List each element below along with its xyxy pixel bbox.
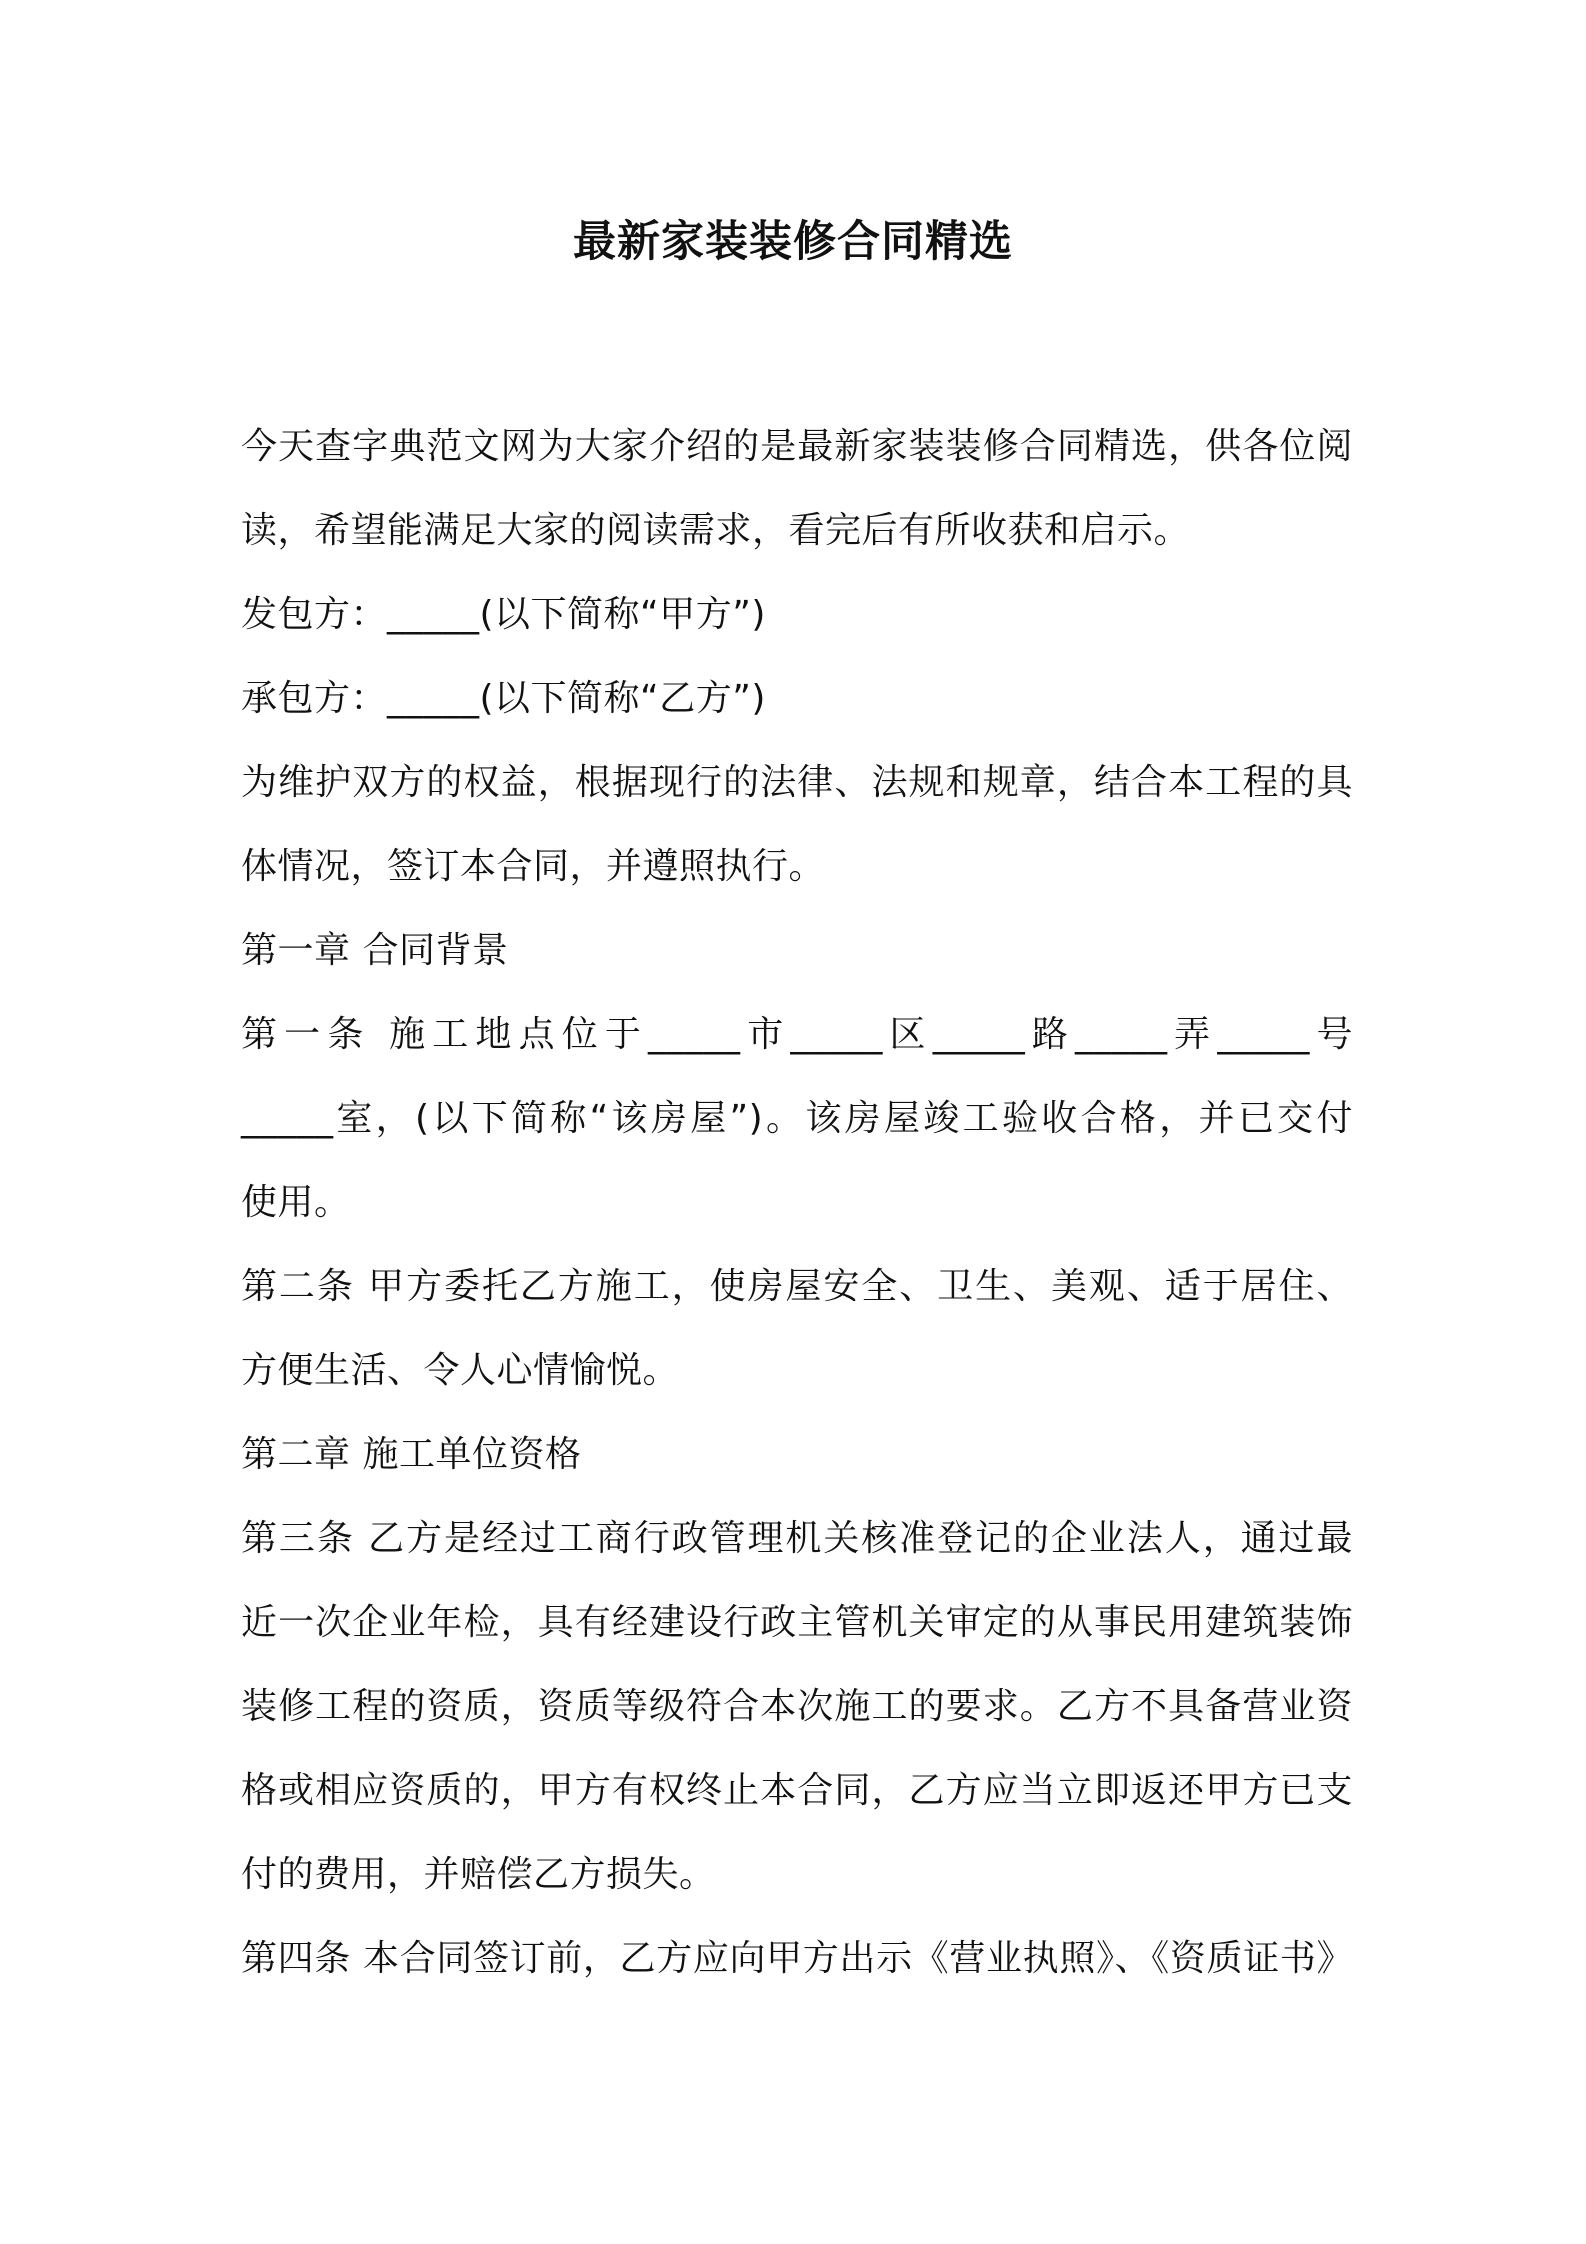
paragraph-line: 体情况，签订本合同，并遵照执行。 — [241, 846, 826, 887]
article-line: 格或相应资质的，甲方有权终止本合同，乙方应当立即返还甲方已支 — [241, 1770, 1353, 1811]
article-line: 使用。 — [241, 1182, 351, 1223]
article-line: 第一条 施工地点位于_____市_____区_____路_____弄_____号 — [241, 1014, 1353, 1055]
party-b-line: 承包方：_____(以下简称“乙方”) — [241, 678, 766, 719]
article-line: 第三条 乙方是经过工商行政管理机关核准登记的企业法人，通过最 — [241, 1518, 1353, 1559]
paragraph-line: 读，希望能满足大家的阅读需求，看完后有所收获和启示。 — [241, 510, 1191, 551]
document-title: 最新家装装修合同精选 — [573, 217, 1013, 267]
article-line: 近一次企业年检，具有经建设行政主管机关审定的从事民用建筑装饰 — [241, 1602, 1353, 1643]
paragraph-line: 为维护双方的权益，根据现行的法律、法规和规章，结合本工程的具 — [241, 762, 1353, 803]
article-line: 装修工程的资质，资质等级符合本次施工的要求。乙方不具备营业资 — [241, 1686, 1353, 1727]
article-line: 第二条 甲方委托乙方施工，使房屋安全、卫生、美观、适于居住、 — [241, 1266, 1353, 1307]
article-line: 付的费用，并赔偿乙方损失。 — [241, 1854, 716, 1895]
article-line: 方便生活、令人心情愉悦。 — [241, 1350, 680, 1391]
chapter-heading: 第一章 合同背景 — [241, 930, 509, 971]
article-line: _____室，(以下简称“该房屋”)。该房屋竣工验收合格，并已交付 — [241, 1098, 1353, 1139]
article-line: 第四条 本合同签订前，乙方应向甲方出示《营业执照》、《资质证书》 — [241, 1938, 1353, 1979]
document-body — [241, 405, 1353, 2001]
party-a-line: 发包方：_____(以下简称“甲方”) — [241, 594, 766, 635]
paragraph-line: 今天查字典范文网为大家介绍的是最新家装装修合同精选，供各位阅 — [241, 426, 1353, 467]
chapter-heading: 第二章 施工单位资格 — [241, 1434, 582, 1475]
